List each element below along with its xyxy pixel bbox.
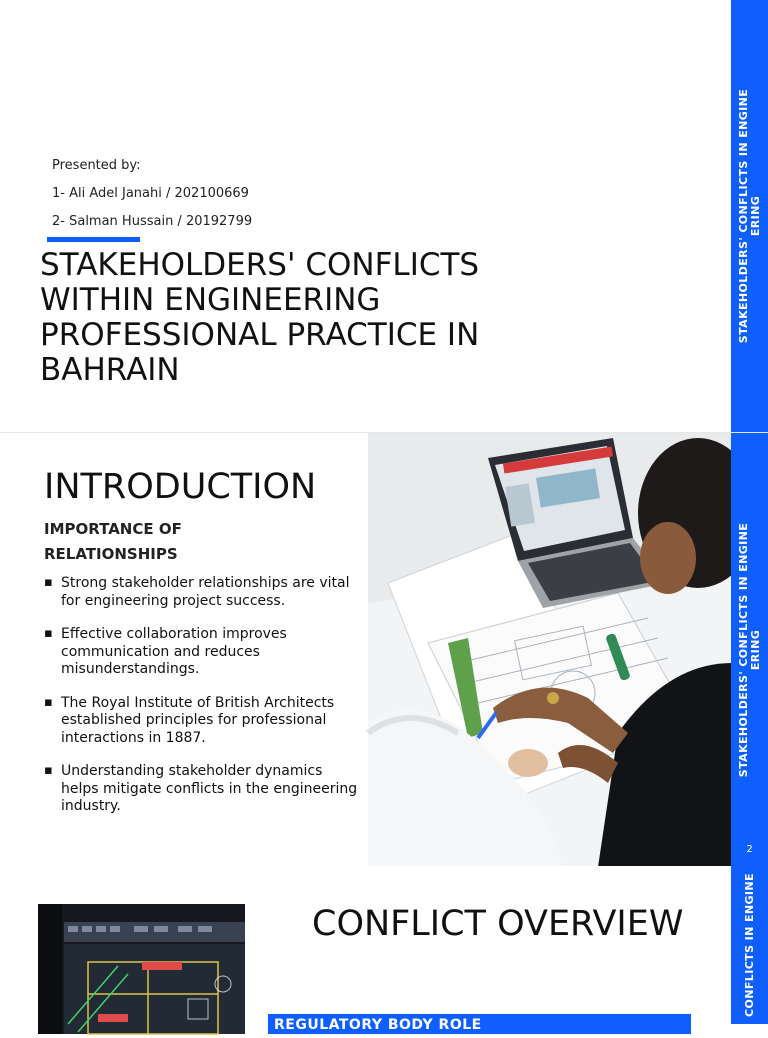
introduction-title: INTRODUCTION [44,467,317,507]
rail-label-line1: STAKEHOLDERS' CONFLICTS IN ENGINE [736,522,750,778]
subheading-line1: IMPORTANCE OF [44,520,182,538]
title-accent-bar [47,237,140,242]
regulatory-section-bar: REGULATORY BODY ROLE [268,1014,691,1034]
rail-label-line2: ERING [748,195,762,237]
rail-label-line1: STAKEHOLDERS' CONFLICTS IN ENGINE [736,88,750,344]
presenter-2: 2- Salman Hussain / 20192799 [52,214,253,229]
bullet-list [44,575,362,832]
meeting-photo [368,433,732,867]
side-rail [731,0,768,432]
presenter-1: 1- Ali Adel Janahi / 202100669 [52,186,249,201]
conflict-overview-title: CONFLICT OVERVIEW [312,904,684,944]
side-rail [731,866,768,1024]
presenters-block [52,152,252,236]
slide-title: STAKEHOLDERS' CONFLICTS WITHIN ENGINEERING PROFESSIONAL PRACTICE IN BAHRAIN [40,247,480,388]
side-rail [731,433,768,867]
presented-by-label: Presented by: [52,158,141,173]
bullet-item: ▪ Strong stakeholder relationships are vital for engineering project success. [44,575,362,610]
page-number: 2 [746,844,753,855]
rail-label-line2: ERING [748,629,762,671]
subheading-line2: RELATIONSHIPS [44,545,178,563]
introduction-slide [0,432,768,867]
bullet-item: ▪ Understanding stakeholder dynamics helps mitigate conflicts in the engineering industry. [44,763,362,816]
rail-label: CONFLICTS IN ENGINE [742,873,756,1017]
bullet-item: ▪ The Royal Institute of British Architects established principles for professional interactions in 1887. [44,695,362,748]
cad-screen-photo [38,904,245,1034]
rail-label [737,523,761,777]
bullet-item: ▪ Effective collaboration improves communication and reduces misunderstandings. [44,626,362,679]
rail-label [737,89,761,343]
relationships-subheading [44,517,182,567]
conflict-overview-slide [0,866,768,1033]
title-slide [0,0,768,432]
